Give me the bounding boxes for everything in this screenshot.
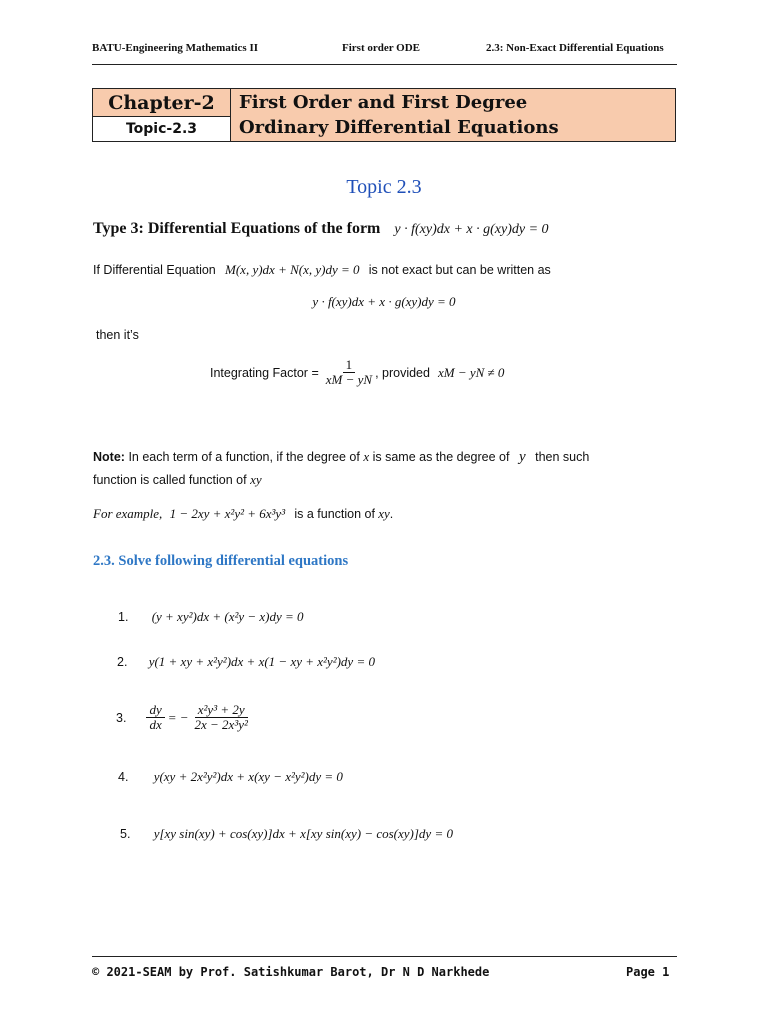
if-provided: , provided: [375, 365, 430, 380]
intro-line: [93, 262, 551, 278]
footer-copyright: © 2021-SEAM by Prof. Satishkumar Barot, Dr N D Narkhede: [92, 965, 490, 979]
example-expression: 1 − 2xy + x²y² + 6x³y³: [169, 506, 286, 521]
chapter-title-line2: Ordinary Differential Equations: [239, 117, 559, 138]
solve-heading: 2.3. Solve following differential equations: [93, 553, 349, 569]
example-text: is a function of: [294, 507, 375, 521]
problem-equation: y[xy sin(xy) + cos(xy)]dx + x[xy sin(xy) − cos(xy)]dy = 0: [153, 826, 453, 841]
chapter-title-line1: First Order and First Degree: [239, 92, 528, 113]
intro-then: then it’s: [96, 328, 139, 342]
if-numerator: 1: [343, 358, 356, 373]
note-label: Note:: [93, 450, 125, 464]
problem-equation: y(1 + xy + x²y²)dx + x(1 − xy + x²y²)dy = 0: [148, 654, 375, 669]
problem-equation: (y + xy²)dx + (x²y − x)dy = 0: [151, 609, 304, 624]
problem-number: 4.: [118, 770, 129, 784]
rhs-denominator: 2x − 2x³y²: [194, 717, 248, 733]
problem-3-lhs: [146, 703, 164, 733]
topic-heading: Topic 2.3: [346, 176, 422, 198]
topic-label: Topic-2.3: [93, 117, 231, 141]
if-denominator: xM − yN: [325, 372, 373, 388]
example-line: [93, 506, 393, 522]
chapter-box: [92, 88, 676, 142]
note-var-x: x: [363, 449, 370, 464]
note-text1: In each term of a function, if the degree of: [128, 450, 360, 464]
problem-number: 1.: [118, 610, 129, 624]
problem-1: [118, 609, 304, 625]
note-var-y: y: [518, 449, 526, 465]
problem-3: [116, 703, 251, 733]
intro-suffix: is not exact but can be written as: [368, 263, 551, 277]
intro-centered-equation: y · f(xy)dx + x · g(xy)dy = 0: [312, 294, 456, 309]
intro-prefix: If Differential Equation: [93, 263, 216, 277]
problem-equation: y(xy + 2x²y²)dx + x(xy − x²y²)dy = 0: [153, 769, 343, 784]
problem-number: 2.: [117, 655, 128, 669]
chapter-label: Chapter-2: [93, 89, 231, 117]
note-text2: is same as the degree of: [372, 450, 510, 464]
type3-label: Type 3: Differential Equations of the form: [93, 220, 381, 237]
header-rule: [92, 64, 677, 65]
example-period: .: [389, 507, 394, 521]
if-condition: xM − yN ≠ 0: [437, 364, 505, 380]
note-line2-text: function is called function of: [93, 473, 247, 487]
lhs-denominator: dx: [149, 717, 162, 733]
problem-5: [120, 826, 453, 842]
integrating-factor: [210, 358, 504, 388]
note-line1: [93, 449, 589, 466]
problem-number: 5.: [120, 827, 131, 841]
rhs-numerator: x²y³ + 2y: [195, 703, 248, 718]
footer-page-number: Page 1: [626, 965, 670, 979]
if-label: Integrating Factor =: [210, 365, 319, 380]
problem-3-equals: = −: [167, 709, 189, 725]
header-course: BATU-Engineering Mathematics II: [92, 42, 259, 54]
problem-2: [117, 654, 375, 670]
type3-heading: [93, 220, 549, 238]
note-line2: [93, 472, 262, 488]
if-fraction: [323, 358, 375, 388]
header-section: 2.3: Non-Exact Differential Equations: [486, 42, 664, 54]
example-var: xy: [378, 506, 390, 521]
problem-4: [118, 769, 343, 785]
problem-3-rhs: [192, 703, 251, 733]
footer-rule: [92, 956, 677, 957]
problem-number: 3.: [116, 710, 127, 725]
lhs-numerator: dy: [146, 703, 164, 718]
example-label: For example,: [93, 506, 163, 521]
header-subject: First order ODE: [342, 42, 421, 54]
intro-equation: M(x, y)dx + N(x, y)dy = 0: [225, 262, 360, 277]
note-text3: then such: [535, 450, 590, 464]
type3-form: y · f(xy)dx + x · g(xy)dy = 0: [394, 222, 549, 237]
note-line2-var: xy: [250, 472, 262, 487]
